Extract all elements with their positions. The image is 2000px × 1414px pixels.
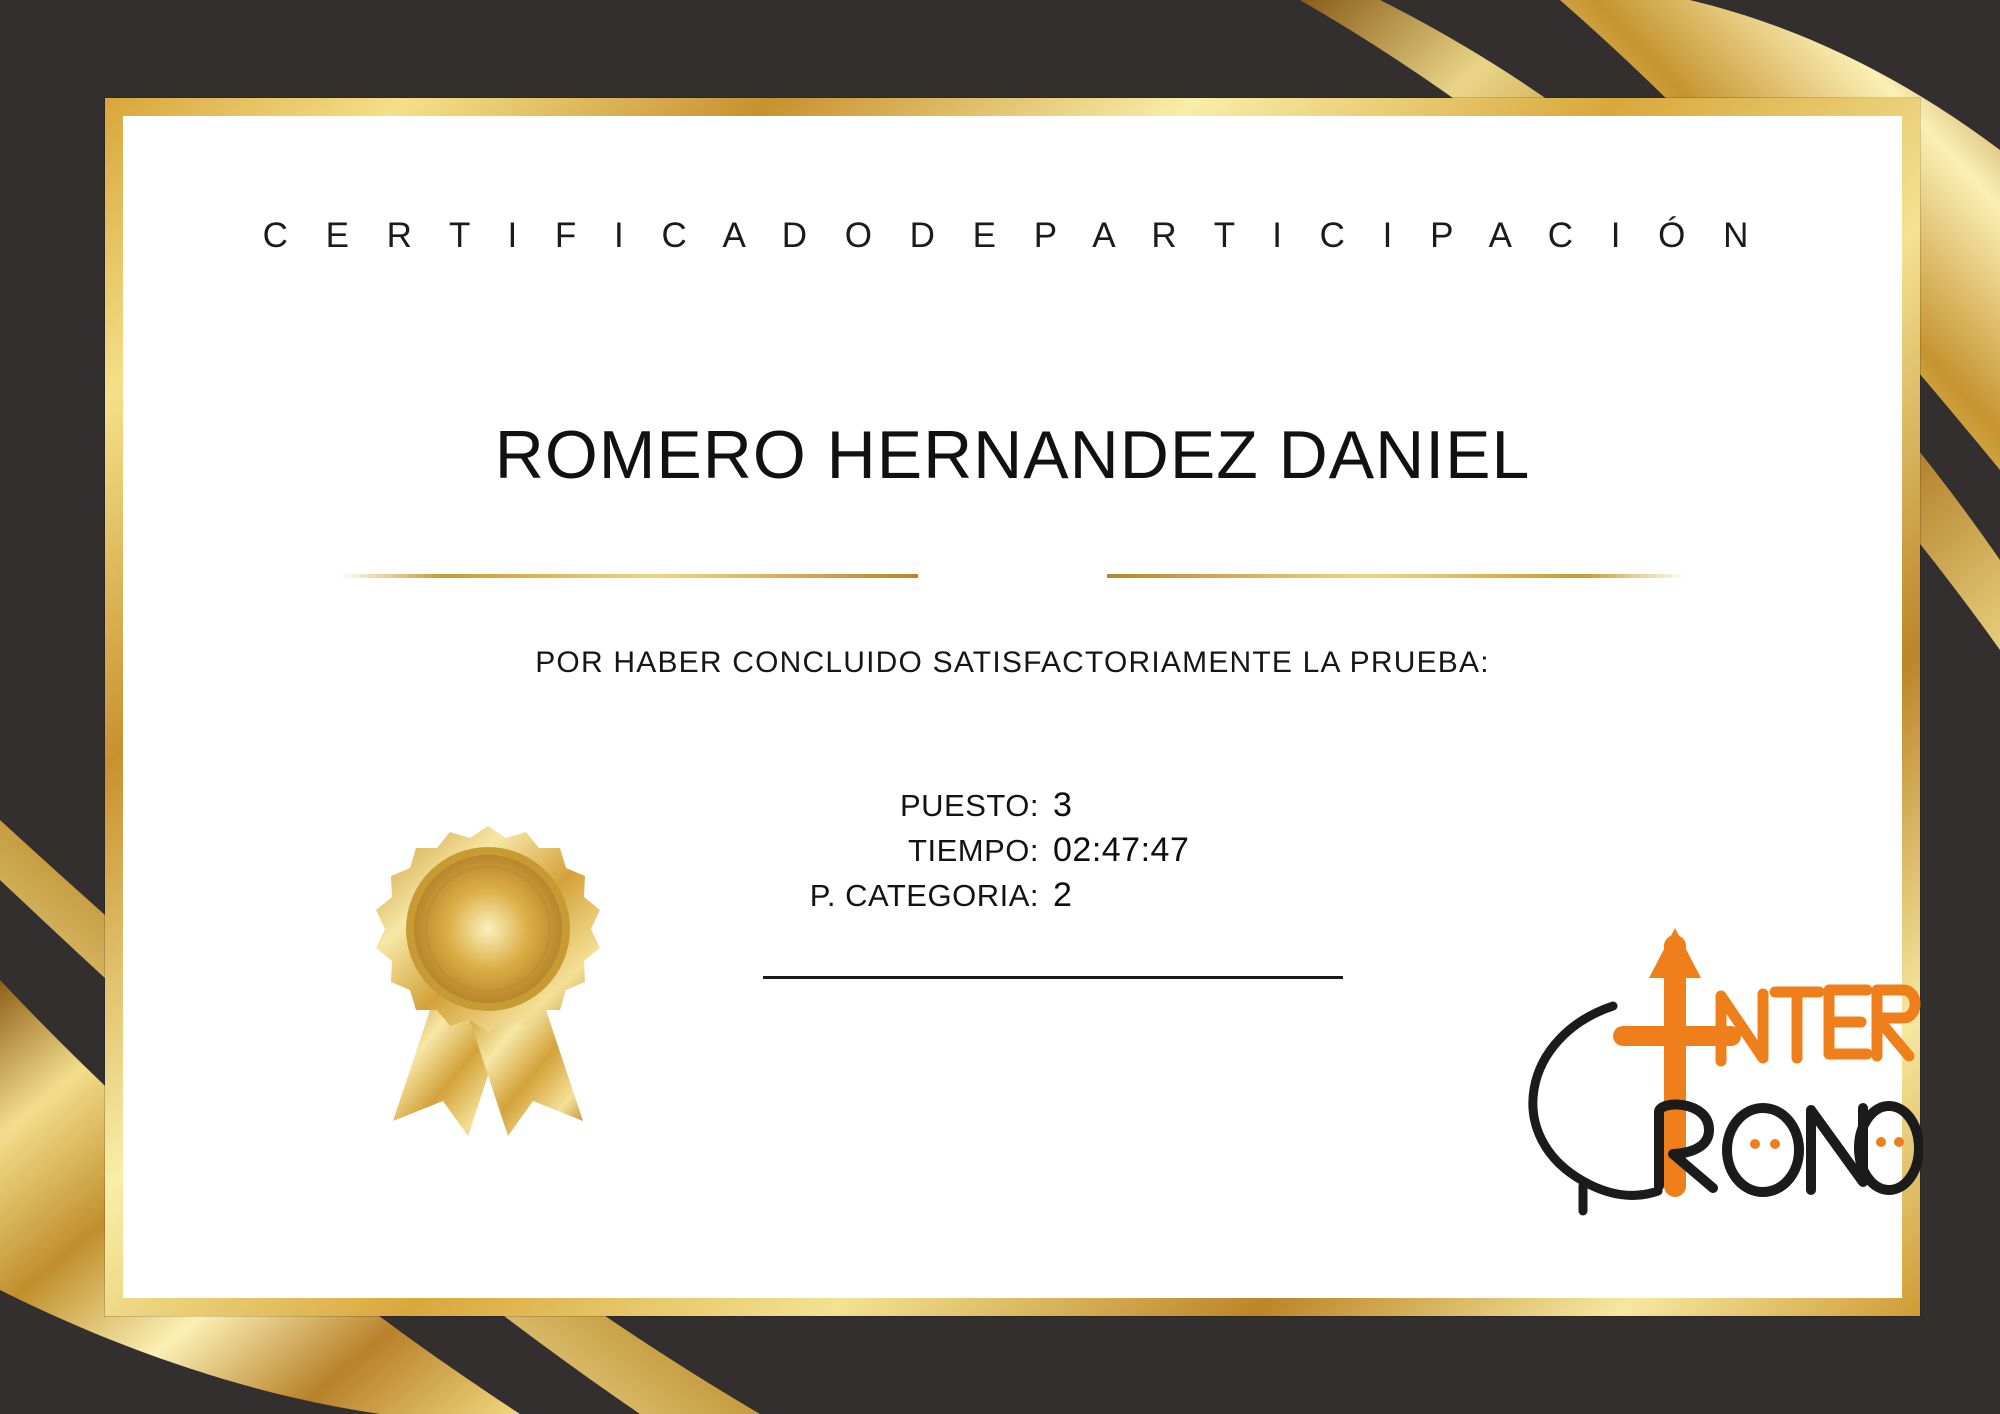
recipient-name: ROMERO HERNANDEZ DANIEL — [494, 417, 1531, 493]
result-value-categoria: 2 — [1053, 876, 1073, 914]
result-value-puesto: 3 — [1053, 786, 1073, 824]
signature-line — [763, 976, 1343, 979]
result-row — [763, 876, 1223, 915]
result-label-categoria: P. CATEGORIA: — [809, 878, 1039, 913]
divider-bar-left — [338, 574, 918, 578]
divider — [338, 556, 1687, 596]
result-label-tiempo: TIEMPO: — [908, 833, 1039, 868]
result-label-puesto: PUESTO: — [899, 788, 1039, 823]
interkrono-logo — [1463, 886, 1923, 1216]
result-row — [763, 786, 1223, 825]
result-row — [763, 831, 1223, 870]
result-value-tiempo: 02:47:47 — [1053, 831, 1190, 869]
subtitle-text: POR HABER CONCLUIDO SATISFACTORIAMENTE LA PRUEBA: — [535, 646, 1490, 679]
divider-bar-right — [1107, 574, 1687, 578]
results-block — [763, 786, 1223, 921]
diamond-ornament — [988, 551, 1036, 599]
page-title: C E R T I F I C A D O D E P A R T I C I P A C I Ó N — [262, 216, 1763, 255]
gold-frame — [105, 98, 1920, 1316]
award-rosette-icon — [338, 816, 638, 1136]
certificate-body — [123, 116, 1902, 1298]
